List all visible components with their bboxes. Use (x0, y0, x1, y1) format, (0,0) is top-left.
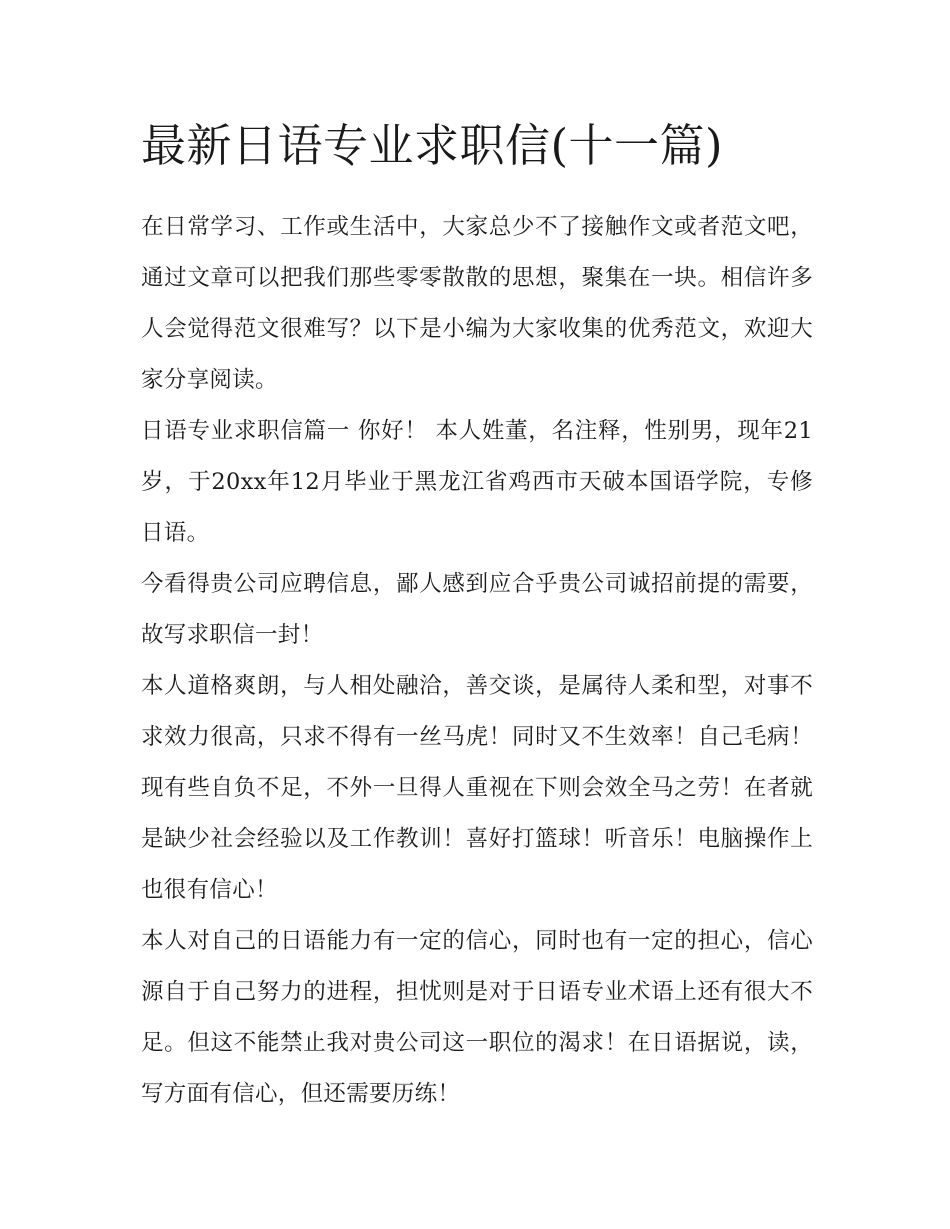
paragraph-personality: 本人道格爽朗，与人相处融洽，善交谈，是属待人柔和型，对事不求效力很高，只求不得有一丝马虎！同时又不生效率！自己毛病！现有些自负不足，不外一旦得人重视在下则会效全马之劳！在者就是缺少社会经验以及工作教训！喜好打篮球！听音乐！电脑操作上也很有信心！ (141, 673, 813, 903)
paragraph-intro: 在日常学习、工作或生活中，大家总少不了接触作文或者范文吧，通过文章可以把我们那些零零散散的思想，聚集在一块。相信许多人会觉得范文很难写？以下是小编为大家收集的优秀范文，欢迎大家分享阅读。 (141, 214, 813, 393)
document-title: 最新日语专业求职信(十一篇) (141, 119, 724, 172)
paragraph-japanese-ability: 本人对自己的日语能力有一定的信心，同时也有一定的担心，信心源自于自己努力的进程，担忧则是对于日语专业术语上还有很大不足。但这不能禁止我对贵公司这一职位的渴求！在日语据说，读，写方面有信心，但还需要历练！ (141, 928, 813, 1107)
document-body (141, 112, 813, 1120)
paragraph-application-reason: 今看得贵公司应聘信息，鄙人感到应合乎贵公司诚招前提的需要，故写求职信一封！ (141, 571, 813, 648)
paragraph-self-introduction: 日语专业求职信篇一 你好！ 本人姓董，名注释，性别男，现年21岁，于20xx年12月毕业于黑龙江省鸡西市天破本国语学院，专修日语。 (141, 418, 813, 546)
